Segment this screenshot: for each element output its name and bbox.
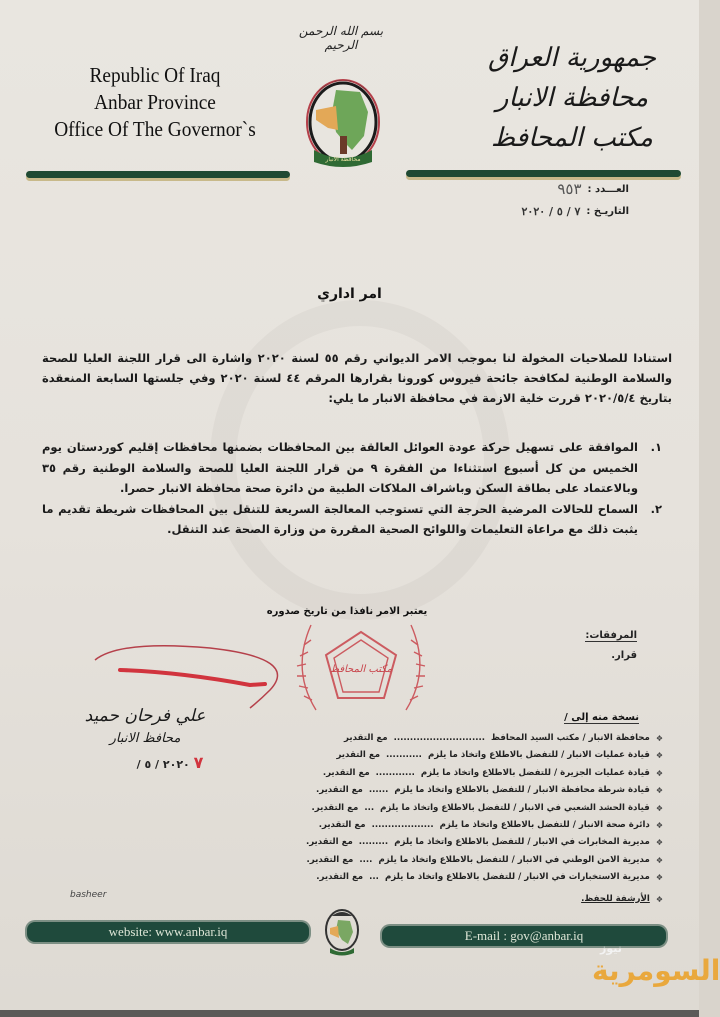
date-label: التاريـخ :	[586, 205, 629, 217]
cc-item	[243, 765, 663, 782]
cc-note: مع التقدير.	[322, 767, 370, 778]
letterhead-ar-country: جمهورية العراق	[488, 43, 656, 73]
cc-dots: ...........	[386, 750, 422, 761]
cc-recipient: مديرية المخابرات في الانبار / للتفضل بالاطلاع واتخاذ ما يلزم	[394, 837, 650, 848]
letterhead-ar-office: مكتب المحافظ	[491, 123, 653, 153]
email-link[interactable]: E-mail : gov@anbar.iq	[464, 928, 584, 943]
cc-item	[243, 869, 663, 886]
signatory-title: محافظ الانبار	[109, 731, 181, 746]
bullet-diamond-icon: ❖	[655, 821, 663, 831]
decision-item	[42, 499, 662, 540]
number-value: ٩٥٣	[557, 180, 582, 198]
bullet-diamond-icon: ❖	[655, 838, 663, 848]
letterhead-ar-province: محافظة الانبار	[495, 83, 649, 113]
letterhead-line-country: Republic Of Iraq	[89, 63, 221, 87]
bullet-diamond-icon: ❖	[655, 873, 663, 883]
photo-bottom-edge	[0, 1010, 699, 1017]
letterhead-line-office: Office Of The Governor`s	[54, 117, 256, 141]
bullet-diamond-icon: ❖	[655, 803, 663, 813]
effective-clause: يعتبر الامر نافذا من تاريخ صدوره	[266, 606, 428, 617]
cc-item-archive	[243, 891, 663, 908]
bullet-diamond-icon: ❖	[655, 855, 663, 865]
cc-note: مع التقدير.	[318, 820, 366, 831]
cc-recipient: قيادة عمليات الانبار / للتفضل بالاطلاع واتخاذ ما يلزم	[427, 750, 650, 761]
english-letterhead	[40, 62, 270, 143]
cc-note: مع التقدير.	[306, 854, 354, 865]
bullet-diamond-icon: ❖	[655, 768, 663, 778]
cc-note: مع التقدير.	[305, 837, 353, 848]
cc-note: مع التقدير.	[311, 802, 359, 813]
cc-dots: ............	[375, 767, 415, 778]
arabic-letterhead	[462, 38, 682, 158]
brand-subtitle: نيوز	[600, 942, 622, 955]
brand-wordmark: السومرية	[592, 954, 720, 987]
cc-item	[243, 800, 663, 817]
bullet-diamond-icon: ❖	[655, 894, 663, 904]
cc-recipient: دائرة صحة الانبار / للتفضل بالاطلاع واتخاذ ما يلزم	[439, 820, 650, 831]
cc-recipient: قيادة عمليات الجزيرة / للتفضل بالاطلاع واتخاذ ما يلزم	[420, 767, 650, 778]
cc-recipient: قيادة شرطة محافظة الانبار / للتفضل بالاطلاع واتخاذ ما يلزم	[394, 785, 650, 796]
typist-initials: basheer	[70, 890, 107, 900]
letterhead-line-province: Anbar Province	[94, 90, 216, 114]
cc-item	[243, 782, 663, 799]
signature-date-day: ٧	[193, 753, 204, 772]
decision-text: السماح للحالات المرضية الحرجة التي تستوجب المعالجة السريعة للتنقل بين المحافظات شريطة تقديم ما يثبت ذلك مع مراعاة التعليمات واللوائح الصحية المقررة من وزارة الصحة عند التنقل.	[42, 501, 638, 536]
date-value: ٧ / ٥ / ٢٠٢٠	[521, 204, 581, 218]
news-brand-watermark	[592, 942, 720, 996]
cc-recipient: قيادة الحشد الشعبي في الانبار / للتفضل بالاطلاع واتخاذ ما يلزم	[380, 802, 650, 813]
decision-number: ١.	[650, 440, 662, 454]
document-title: امر اداري	[317, 286, 382, 302]
cc-item	[243, 730, 663, 747]
anbar-emblem-icon	[302, 62, 384, 174]
intro-paragraph: استنادا للصلاحيات المخولة لنا بموجب الامر الديواني رقم ٥٥ لسنة ٢٠٢٠ واشارة الى قرار اللجنة العليا للصحة والسلامة الوطنية لمكافحة جائحة فيروس كورونا بقرارها المرقم ٤٤ لسنة ٢٠٢٠ وفي جلستها السابعة المنعقدة بتاريخ ٢٠٢٠/٥/٤ قررت خلية الازمة في محافظة الانبار ما يلي:	[42, 351, 673, 405]
cc-dots: .........	[358, 837, 389, 848]
cc-note: مع التقدير.	[316, 872, 364, 883]
attachments-value: قرار.	[611, 650, 637, 661]
cc-item	[243, 817, 663, 834]
attachments-block	[585, 630, 637, 661]
signature-date	[110, 753, 230, 772]
emblem-caption: محافظة الانبار	[325, 156, 361, 163]
header-rule-left	[26, 171, 290, 178]
cc-note: مع التقدير	[344, 733, 388, 743]
cc-note: مع التقدير.	[315, 785, 363, 796]
cc-recipient: مديرية الاستخبارات في الانبار / للتفضل بالاطلاع واتخاذ ما يلزم	[384, 872, 650, 883]
cc-heading: نسخة منه إلى /	[564, 712, 639, 723]
cc-dots: ...................	[371, 820, 434, 831]
official-stamp-icon	[286, 610, 436, 720]
cc-recipient: مديرية الامن الوطني في الانبار / للتفضل بالاطلاع واتخاذ ما يلزم	[378, 854, 650, 865]
cc-dots: ....	[359, 854, 373, 865]
website-link[interactable]: website: www.anbar.iq	[108, 924, 228, 939]
footer-website	[27, 922, 309, 942]
decision-text: الموافقة على تسهيل حركة عودة العوائل العالقة بين المحافظات بضمنها محافظات إقليم كوردستان يوم الخميس من كل أسبوع استثناءا من الفقرة ٩ من قرار اللجنة العليا للصحة والسلامة الوطنية رقم ٣٥ وبالاعتماد على بطاقة السكن وباشراف الملاكات الطبية من دائرة صحة محافظة الانبار حصرا.	[42, 440, 638, 495]
signatory-name: علي فرحان حميد	[84, 706, 206, 726]
footer-email	[382, 926, 666, 946]
bullet-diamond-icon: ❖	[655, 751, 663, 761]
decision-list	[42, 437, 662, 540]
decision-item	[42, 437, 662, 499]
cc-recipient: محافظة الانبار / مكتب السيد المحافظ	[491, 733, 650, 743]
cc-archive-text: الأرشفة للحفظ.	[581, 893, 650, 904]
cc-list	[243, 730, 663, 908]
cc-dots: ......	[368, 785, 389, 796]
cc-dots: ............................	[393, 733, 486, 743]
basmala: بسم الله الرحمن الرحيم	[298, 24, 384, 52]
cc-dots: ...	[364, 802, 375, 813]
cc-item	[243, 834, 663, 851]
reference-block	[429, 178, 629, 222]
attachments-label: المرفقات:	[585, 630, 637, 641]
signature-date-rest: ٢٠٢٠ / ٥ /	[136, 758, 190, 771]
bullet-diamond-icon: ❖	[655, 786, 663, 796]
decision-number: ٢.	[650, 501, 662, 516]
footer-emblem-icon	[322, 906, 362, 956]
cc-dots: ...	[369, 872, 379, 883]
cc-item	[243, 747, 663, 764]
stamp-text: مكتب المحافظ	[329, 664, 393, 675]
number-label: العـــدد :	[587, 183, 629, 195]
cc-note: مع التقدير	[336, 750, 381, 761]
header-rule-right	[406, 170, 681, 177]
cc-item	[243, 852, 663, 869]
bullet-diamond-icon: ❖	[655, 734, 663, 743]
